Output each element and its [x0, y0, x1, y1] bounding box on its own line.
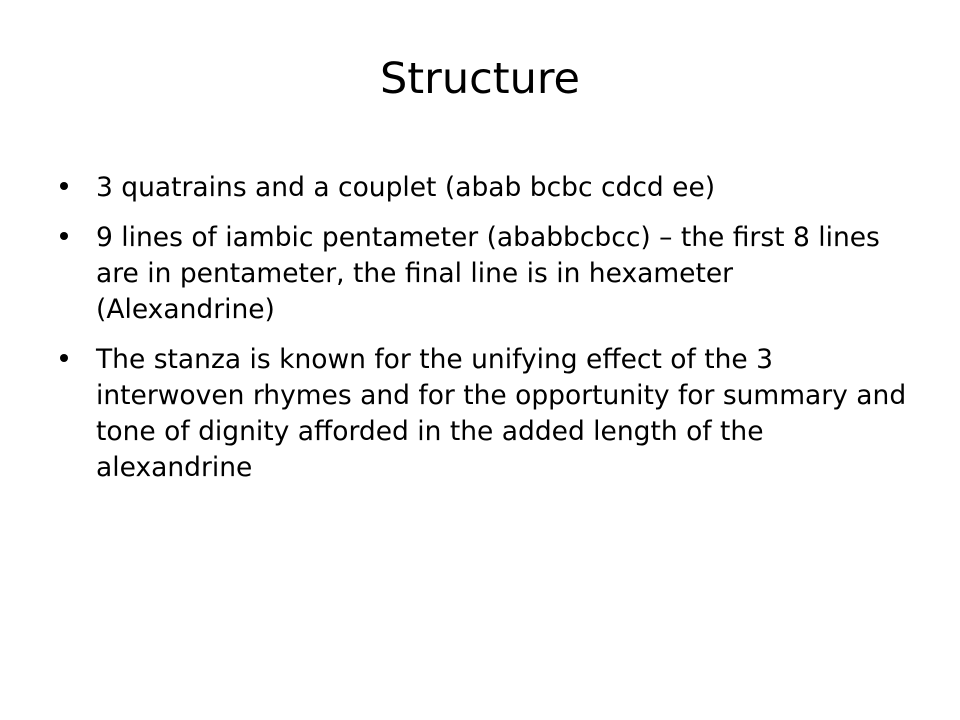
bullet-icon [60, 182, 68, 190]
bullet-text: 9 lines of iambic pentameter (ababbcbcc) – the first 8 lines are in pentameter, the final line is in hexameter (Alexandrine) [96, 222, 880, 325]
bullet-item [60, 170, 910, 206]
bullet-item [60, 220, 910, 328]
slide-title: Structure [379, 54, 581, 104]
bullet-icon [60, 354, 68, 362]
bullet-item [60, 342, 910, 486]
bullet-text: 3 quatrains and a couplet (abab bcbc cdcd ee) [96, 172, 716, 203]
bullet-list [60, 170, 910, 500]
bullet-text: The stanza is known for the unifying effect of the 3 interwoven rhymes and for the opportunity for summary and tone of dignity afforded in the added length of the alexandrine [96, 344, 907, 483]
bullet-icon [60, 232, 68, 240]
